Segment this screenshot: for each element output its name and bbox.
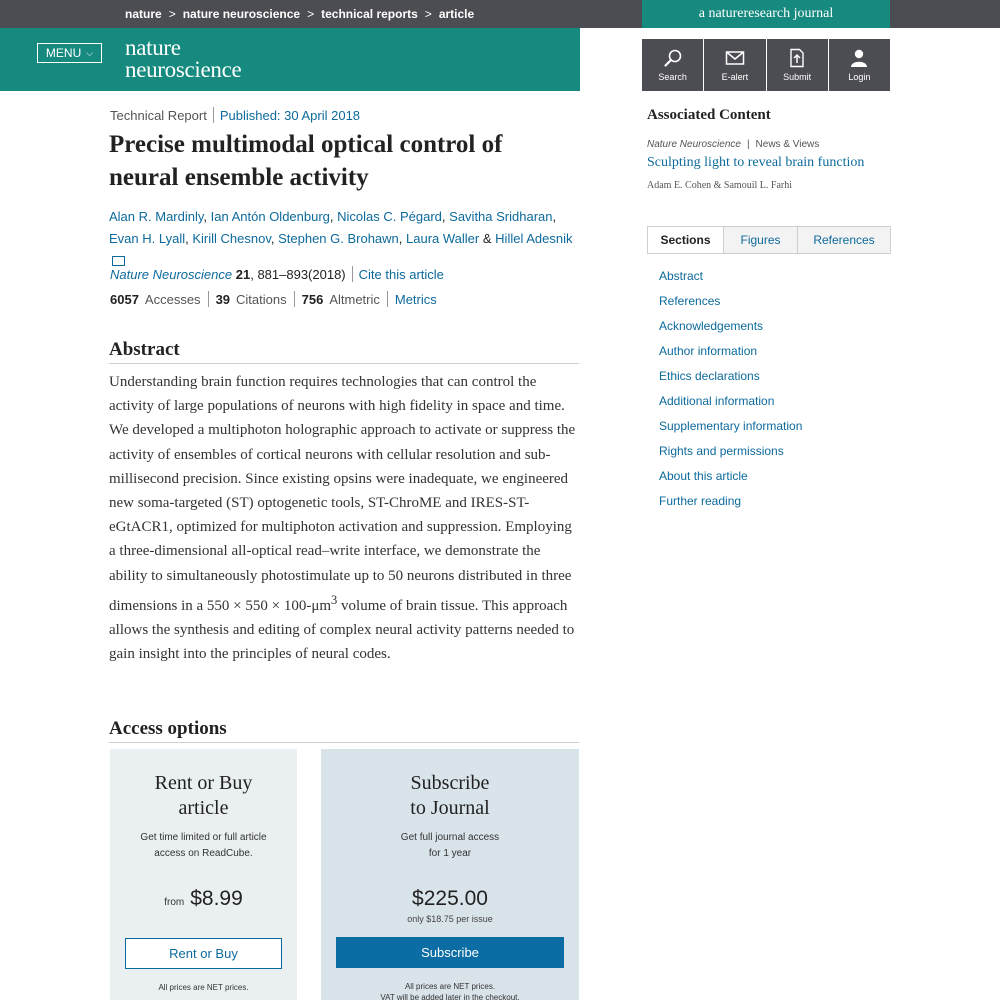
- section-link-ethics-declarations[interactable]: Ethics declarations: [659, 369, 760, 383]
- article-type-line: [110, 107, 360, 123]
- subscribe-card-description: [321, 830, 579, 862]
- e-alert-label: E-alert: [721, 72, 749, 82]
- user-icon: [849, 48, 869, 68]
- author-link[interactable]: Hillel Adesnik: [495, 231, 573, 246]
- section-link-author-information[interactable]: Author information: [659, 344, 758, 358]
- subscribe-card: [321, 749, 579, 1000]
- associated-journal: Nature Neuroscience: [647, 139, 741, 150]
- divider: [213, 107, 214, 123]
- abstract-text-part-1: Understanding brain function requires technologies that can control the activity of large populations of neurons with high fidelity in space and time. We developed a multiphoton holographic approach to activate or suppress the activity of ensembles of cortical neurons with cellular resolution and sub-millisecond precision. Since existing opsins were inadequate, we engineered new soma-targeted (ST) optogenetic tools, ST-ChroME and IRES-ST-eGtACR1, optimized for multiphoton activation and suppression. Employing a three-dimensional all-optical read–write interface, we demonstrate the ability to simultaneously photostimulate up to 50 neurons distributed in three dimensions in a 550 × 550 × 100-μm: [109, 374, 576, 614]
- citations-label: Citations: [236, 291, 287, 307]
- per-issue-price: only $18.75 per issue: [407, 914, 493, 924]
- from-label: from: [164, 897, 185, 908]
- login-button[interactable]: [829, 39, 890, 91]
- article-title: Precise multimodal optical control of neural ensemble activity: [109, 131, 503, 191]
- meta-separator: |: [746, 139, 750, 150]
- cite-this-article-link[interactable]: Cite this article: [358, 266, 444, 282]
- abstract-heading: Abstract: [109, 339, 579, 364]
- section-link-rights-and-permissions[interactable]: Rights and permissions: [659, 444, 784, 458]
- subscribe-fine-print: [321, 981, 579, 1000]
- breadcrumb-item-technical-reports[interactable]: technical reports: [321, 7, 418, 21]
- rent-price: [110, 887, 297, 911]
- logo-line-2: neuroscience: [125, 57, 242, 82]
- rent-or-buy-card: [110, 749, 297, 1000]
- subscribe-fine-print-line-1: All prices are NET prices.: [404, 982, 496, 991]
- author-link[interactable]: Stephen G. Brohawn: [278, 231, 399, 246]
- submit-button[interactable]: [767, 39, 829, 91]
- divider: [352, 266, 353, 282]
- associated-content-meta: [647, 139, 819, 150]
- section-link-further-reading[interactable]: Further reading: [659, 494, 742, 508]
- breadcrumb-separator: >: [307, 7, 315, 21]
- author-link[interactable]: Laura Waller: [406, 231, 480, 246]
- article-type: Technical Report: [110, 107, 207, 123]
- login-label: Login: [848, 72, 871, 82]
- published-date: Published: 30 April 2018: [219, 107, 361, 123]
- associated-article-link[interactable]: Sculpting light to reveal brain function: [647, 155, 865, 170]
- envelope-icon: [725, 48, 745, 68]
- divider: [294, 291, 295, 307]
- section-link-references[interactable]: References: [659, 294, 721, 308]
- section-link-abstract[interactable]: Abstract: [659, 269, 704, 283]
- metrics-line: [110, 291, 437, 307]
- subscribe-card-title: [321, 771, 579, 821]
- subscribe-fine-print-line-2: VAT will be added later in the checkout.: [380, 993, 520, 1000]
- logo-line-1: nature: [125, 35, 181, 60]
- journal-logo[interactable]: [125, 37, 241, 81]
- e-alert-button[interactable]: [704, 39, 766, 91]
- breadcrumb: [125, 0, 474, 28]
- author-link[interactable]: Ian Antón Oldenburg: [210, 209, 330, 224]
- tab-figures[interactable]: Figures: [724, 227, 798, 253]
- page-range: , 881–893(2018): [250, 266, 346, 282]
- abstract-superscript: 3: [331, 592, 338, 607]
- section-link-about-this-article[interactable]: About this article: [659, 469, 748, 483]
- tab-sections[interactable]: Sections: [648, 227, 724, 253]
- envelope-icon[interactable]: [112, 256, 125, 266]
- abstract-text-part-2: volume of brain tissue. This approach allows the synthesis and editing of complex neural activity patterns needed to gain insight into the principles of neural codes.: [109, 597, 575, 663]
- access-options-heading: Access options: [109, 718, 579, 743]
- rent-or-buy-button[interactable]: Rent or Buy: [125, 938, 282, 969]
- subscribe-price-amount: $225.00: [412, 887, 488, 910]
- search-icon: [663, 48, 683, 68]
- site-header: [0, 28, 580, 91]
- subscribe-title-line-1: Subscribe: [410, 772, 490, 794]
- chevron-down-icon: ⌵: [86, 47, 94, 58]
- associated-content-heading: Associated Content: [647, 107, 771, 123]
- article-nav-tabs: [647, 226, 891, 254]
- citation-line: [110, 266, 444, 282]
- subscribe-price: [321, 887, 579, 924]
- rent-card-description: Get time limited or full article access on ReadCube.: [140, 832, 267, 859]
- rent-card-title: Rent or Buy article: [154, 772, 253, 819]
- subscribe-description-line-1: Get full journal access: [400, 832, 500, 843]
- volume-number: 21: [235, 266, 251, 282]
- breadcrumb-item-nature[interactable]: nature: [125, 7, 162, 21]
- menu-button[interactable]: [37, 43, 102, 63]
- submit-label: Submit: [783, 72, 812, 82]
- upload-document-icon: [787, 48, 807, 68]
- author-link[interactable]: Savitha Sridharan: [449, 209, 553, 224]
- naturereserch-journal-banner[interactable]: a natureresearch journal: [642, 0, 890, 28]
- associated-article-authors: Adam E. Cohen & Samouil L. Farhi: [647, 180, 792, 191]
- altmetric-label: Altmetric: [329, 291, 380, 307]
- author-link[interactable]: Kirill Chesnov: [192, 231, 271, 246]
- citations-count: 39: [215, 291, 231, 307]
- author-link[interactable]: Evan H. Lyall: [109, 231, 186, 246]
- tab-references[interactable]: References: [798, 227, 890, 253]
- author-list: Alan R. Mardinly, Ian Antón Oldenburg, Nicolas C. Pégard, Savitha Sridharan, Evan H. Lyall, Kirill Chesnov, Stephen G. Brohawn, Laura Waller & Hillel Adesnik: [109, 206, 579, 272]
- section-list: [659, 264, 802, 514]
- menu-label: MENU: [45, 46, 82, 60]
- subscribe-button[interactable]: Subscribe: [336, 937, 564, 968]
- accesses-label: Accesses: [144, 291, 201, 307]
- search-label: Search: [658, 72, 687, 82]
- journal-name[interactable]: Nature Neuroscience: [110, 266, 233, 282]
- section-link-acknowledgements[interactable]: Acknowledgements: [659, 319, 764, 333]
- rent-price-amount: $8.99: [190, 887, 243, 910]
- accesses-count: 6057: [110, 291, 139, 307]
- associated-category: News & Views: [755, 139, 820, 150]
- author-link[interactable]: Nicolas C. Pégard: [337, 209, 442, 224]
- toolbar: [642, 39, 890, 91]
- search-button[interactable]: [642, 39, 704, 91]
- breadcrumb-separator: >: [424, 7, 432, 21]
- divider: [208, 291, 209, 307]
- abstract-text: [109, 370, 579, 666]
- section-link-additional-information[interactable]: Additional information: [659, 394, 775, 408]
- author-link[interactable]: Alan R. Mardinly: [109, 209, 204, 224]
- author-conjunction: &: [482, 231, 492, 246]
- subscribe-title-line-2: to Journal: [410, 797, 490, 819]
- metrics-link[interactable]: Metrics: [394, 291, 437, 307]
- breadcrumb-item-article: article: [438, 7, 475, 21]
- breadcrumb-separator: >: [168, 7, 176, 21]
- breadcrumb-item-nature-neuroscience[interactable]: nature neuroscience: [182, 7, 301, 21]
- section-link-supplementary-information[interactable]: Supplementary information: [659, 419, 803, 433]
- altmetric-count: 756: [301, 291, 324, 307]
- divider: [387, 291, 388, 307]
- rent-fine-print: All prices are NET prices.: [158, 983, 249, 992]
- subscribe-description-line-2: for 1 year: [428, 848, 472, 859]
